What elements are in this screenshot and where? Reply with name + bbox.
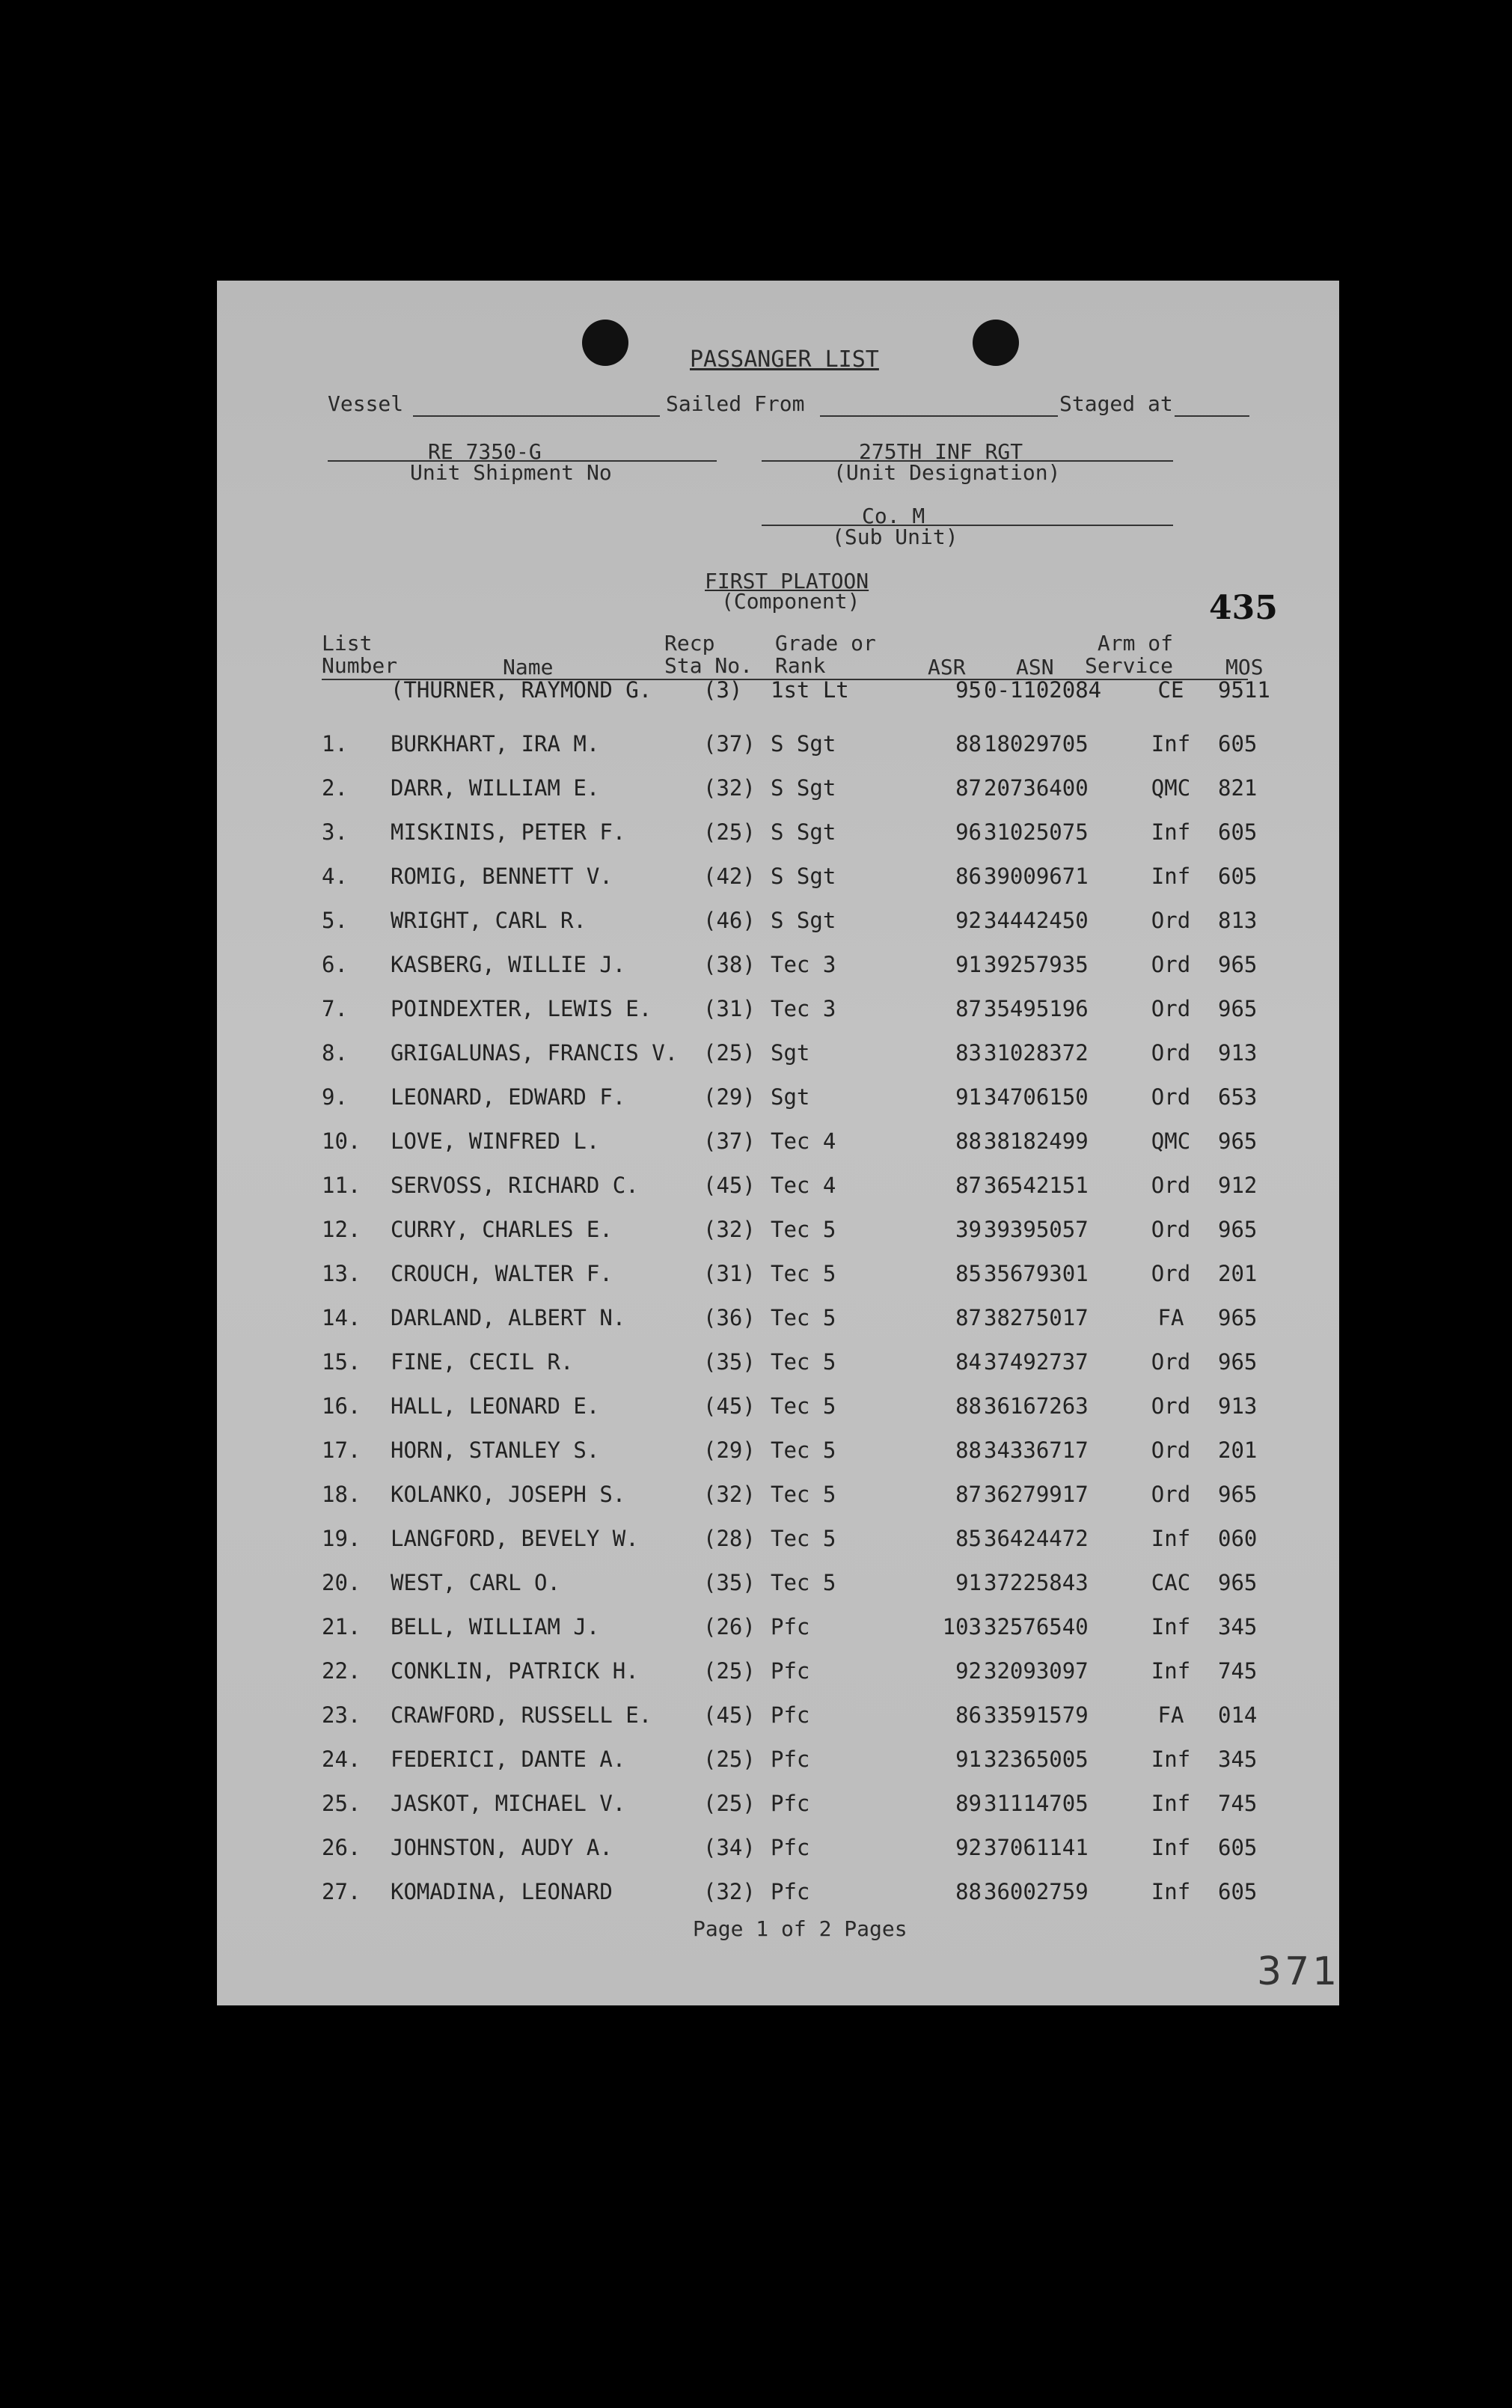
row-asn: 37492737 xyxy=(984,1349,1089,1375)
table-row xyxy=(217,1570,1339,1600)
officer-asn: 0-1102084 xyxy=(984,677,1102,703)
row-grade: Tec 3 xyxy=(771,952,836,977)
row-number: 22. xyxy=(322,1658,361,1684)
row-asr: 88 xyxy=(955,1393,982,1419)
row-sta: (29) xyxy=(703,1084,756,1110)
table-row xyxy=(217,1437,1339,1467)
row-number: 18. xyxy=(322,1482,361,1507)
row-mos: 605 xyxy=(1218,819,1258,845)
row-name: CRAWFORD, RUSSELL E. xyxy=(391,1702,652,1728)
row-asr: 96 xyxy=(955,819,982,845)
row-grade: Pfc xyxy=(771,1879,810,1904)
document-page xyxy=(217,281,1339,2005)
row-asr: 39 xyxy=(955,1217,982,1242)
row-grade: Pfc xyxy=(771,1702,810,1728)
punch-hole xyxy=(973,320,1019,366)
row-name: CONKLIN, PATRICK H. xyxy=(391,1658,639,1684)
row-mos: 014 xyxy=(1218,1702,1258,1728)
row-asr: 88 xyxy=(955,1879,982,1904)
row-arm: Ord xyxy=(1151,1349,1191,1375)
staged-at-line xyxy=(1175,415,1249,417)
row-mos: 965 xyxy=(1218,1482,1258,1507)
row-name: DARR, WILLIAM E. xyxy=(391,775,600,801)
row-grade: Sgt xyxy=(771,1084,810,1110)
officer-grade: 1st Lt xyxy=(771,677,849,703)
row-sta: (45) xyxy=(703,1393,756,1419)
row-number: 26. xyxy=(322,1835,361,1860)
row-mos: 913 xyxy=(1218,1040,1258,1066)
officer-row xyxy=(217,677,1339,707)
shipment-caption: Unit Shipment No xyxy=(410,460,612,485)
row-arm: Ord xyxy=(1151,996,1191,1021)
row-name: BELL, WILLIAM J. xyxy=(391,1614,600,1640)
row-asn: 38275017 xyxy=(984,1305,1089,1330)
row-number: 24. xyxy=(322,1747,361,1772)
table-row xyxy=(217,1305,1339,1335)
row-grade: Tec 5 xyxy=(771,1305,836,1330)
row-name: BURKHART, IRA M. xyxy=(391,731,600,757)
row-asn: 31025075 xyxy=(984,819,1089,845)
row-grade: Sgt xyxy=(771,1040,810,1066)
row-number: 21. xyxy=(322,1614,361,1640)
row-arm: Ord xyxy=(1151,1217,1191,1242)
row-grade: Tec 4 xyxy=(771,1173,836,1198)
officer-name: (THURNER, RAYMOND G. xyxy=(391,677,652,703)
header-recp-sta: Recp Sta No. xyxy=(664,631,753,678)
row-grade: Pfc xyxy=(771,1791,810,1816)
row-name: KASBERG, WILLIE J. xyxy=(391,952,626,977)
row-sta: (36) xyxy=(703,1305,756,1330)
row-sta: (35) xyxy=(703,1349,756,1375)
row-mos: 605 xyxy=(1218,864,1258,889)
row-number: 5. xyxy=(322,908,348,933)
row-name: LOVE, WINFRED L. xyxy=(391,1128,600,1154)
row-grade: Pfc xyxy=(771,1658,810,1684)
row-mos: 745 xyxy=(1218,1658,1258,1684)
sub-unit-line xyxy=(762,525,1173,526)
table-row xyxy=(217,1747,1339,1776)
shipment-number: RE 7350-G xyxy=(428,439,542,464)
row-name: FEDERICI, DANTE A. xyxy=(391,1747,626,1772)
row-asr: 85 xyxy=(955,1526,982,1551)
row-asr: 85 xyxy=(955,1261,982,1286)
row-name: LANGFORD, BEVELY W. xyxy=(391,1526,639,1551)
row-sta: (28) xyxy=(703,1526,756,1551)
table-row xyxy=(217,1173,1339,1203)
unit-designation: 275TH INF RGT xyxy=(859,439,1023,464)
officer-asr: 95 xyxy=(955,677,982,703)
row-asn: 33591579 xyxy=(984,1702,1089,1728)
row-asr: 88 xyxy=(955,1128,982,1154)
officer-mos: 9511 xyxy=(1218,677,1270,703)
row-asn: 34706150 xyxy=(984,1084,1089,1110)
row-mos: 965 xyxy=(1218,1349,1258,1375)
officer-arm: CE xyxy=(1157,677,1184,703)
row-arm: QMC xyxy=(1151,775,1191,801)
row-sta: (25) xyxy=(703,819,756,845)
row-mos: 965 xyxy=(1218,952,1258,977)
table-row xyxy=(217,1835,1339,1865)
row-asn: 36167263 xyxy=(984,1393,1089,1419)
row-asr: 87 xyxy=(955,1482,982,1507)
row-sta: (31) xyxy=(703,996,756,1021)
row-arm: Ord xyxy=(1151,1482,1191,1507)
row-asn: 37061141 xyxy=(984,1835,1089,1860)
row-asr: 88 xyxy=(955,1437,982,1463)
row-arm: CAC xyxy=(1151,1570,1191,1595)
header-asr: ASR xyxy=(928,655,966,679)
row-sta: (45) xyxy=(703,1173,756,1198)
row-mos: 813 xyxy=(1218,908,1258,933)
row-asn: 32576540 xyxy=(984,1614,1089,1640)
row-mos: 745 xyxy=(1218,1791,1258,1816)
row-grade: Pfc xyxy=(771,1747,810,1772)
row-name: POINDEXTER, LEWIS E. xyxy=(391,996,652,1021)
row-asr: 86 xyxy=(955,864,982,889)
row-mos: 965 xyxy=(1218,1217,1258,1242)
table-row xyxy=(217,908,1339,938)
row-number: 11. xyxy=(322,1173,361,1198)
row-name: SERVOSS, RICHARD C. xyxy=(391,1173,639,1198)
row-asr: 91 xyxy=(955,1570,982,1595)
table-row xyxy=(217,775,1339,805)
row-grade: Tec 5 xyxy=(771,1482,836,1507)
header-list-number: List Number xyxy=(322,631,398,678)
row-arm: QMC xyxy=(1151,1128,1191,1154)
row-asn: 39009671 xyxy=(984,864,1089,889)
header-grade: Grade or Rank xyxy=(775,631,876,678)
row-asr: 91 xyxy=(955,1747,982,1772)
row-number: 10. xyxy=(322,1128,361,1154)
table-row xyxy=(217,1879,1339,1909)
row-mos: 605 xyxy=(1218,1835,1258,1860)
component-caption: (Component) xyxy=(721,589,860,614)
row-grade: S Sgt xyxy=(771,731,836,757)
row-number: 7. xyxy=(322,996,348,1021)
row-mos: 605 xyxy=(1218,1879,1258,1904)
row-sta: (25) xyxy=(703,1040,756,1066)
row-mos: 201 xyxy=(1218,1437,1258,1463)
header-asn: ASN xyxy=(1016,655,1054,679)
row-grade: Tec 5 xyxy=(771,1570,836,1595)
row-asn: 39395057 xyxy=(984,1217,1089,1242)
table-row xyxy=(217,819,1339,849)
row-grade: Pfc xyxy=(771,1614,810,1640)
table-row xyxy=(217,731,1339,761)
row-name: HALL, LEONARD E. xyxy=(391,1393,600,1419)
row-arm: Inf xyxy=(1151,731,1191,757)
row-mos: 965 xyxy=(1218,996,1258,1021)
officer-sta: (3) xyxy=(703,677,743,703)
header-name: Name xyxy=(503,655,554,679)
row-sta: (32) xyxy=(703,1879,756,1904)
table-row xyxy=(217,1349,1339,1379)
row-asn: 35679301 xyxy=(984,1261,1089,1286)
row-name: CURRY, CHARLES E. xyxy=(391,1217,613,1242)
staged-at-label: Staged at xyxy=(1059,391,1173,416)
row-mos: 821 xyxy=(1218,775,1258,801)
row-arm: FA xyxy=(1157,1305,1184,1330)
row-grade: Tec 5 xyxy=(771,1217,836,1242)
row-name: MISKINIS, PETER F. xyxy=(391,819,626,845)
row-grade: S Sgt xyxy=(771,908,836,933)
row-arm: Inf xyxy=(1151,1747,1191,1772)
row-arm: Inf xyxy=(1151,1526,1191,1551)
row-asr: 91 xyxy=(955,952,982,977)
row-sta: (29) xyxy=(703,1437,756,1463)
row-sta: (25) xyxy=(703,1747,756,1772)
row-arm: Ord xyxy=(1151,1261,1191,1286)
table-row xyxy=(217,996,1339,1026)
row-sta: (38) xyxy=(703,952,756,977)
row-asr: 89 xyxy=(955,1791,982,1816)
row-arm: Inf xyxy=(1151,864,1191,889)
row-grade: Tec 5 xyxy=(771,1349,836,1375)
row-asn: 37225843 xyxy=(984,1570,1089,1595)
row-asn: 35495196 xyxy=(984,996,1089,1021)
row-mos: 965 xyxy=(1218,1128,1258,1154)
row-grade: Tec 5 xyxy=(771,1526,836,1551)
row-sta: (32) xyxy=(703,1217,756,1242)
row-asn: 18029705 xyxy=(984,731,1089,757)
row-arm: Ord xyxy=(1151,908,1191,933)
row-mos: 201 xyxy=(1218,1261,1258,1286)
row-name: GRIGALUNAS, FRANCIS V. xyxy=(391,1040,679,1066)
row-name: HORN, STANLEY S. xyxy=(391,1437,600,1463)
row-asr: 103 xyxy=(942,1614,982,1640)
row-name: KOMADINA, LEONARD xyxy=(391,1879,613,1904)
row-name: ROMIG, BENNETT V. xyxy=(391,864,613,889)
row-sta: (25) xyxy=(703,1658,756,1684)
sub-unit: Co. M xyxy=(862,504,925,528)
row-mos: 605 xyxy=(1218,731,1258,757)
row-asn: 36542151 xyxy=(984,1173,1089,1198)
table-row xyxy=(217,1040,1339,1070)
table-row xyxy=(217,1128,1339,1158)
row-number: 14. xyxy=(322,1305,361,1330)
row-sta: (42) xyxy=(703,864,756,889)
row-sta: (32) xyxy=(703,1482,756,1507)
row-number: 17. xyxy=(322,1437,361,1463)
row-asr: 87 xyxy=(955,1305,982,1330)
row-grade: Pfc xyxy=(771,1835,810,1860)
table-row xyxy=(217,1658,1339,1688)
sub-unit-caption: (Sub Unit) xyxy=(832,525,958,549)
unit-designation-caption: (Unit Designation) xyxy=(833,460,1061,485)
row-asr: 86 xyxy=(955,1702,982,1728)
row-asn: 32365005 xyxy=(984,1747,1089,1772)
row-arm: Inf xyxy=(1151,1835,1191,1860)
table-row xyxy=(217,1084,1339,1114)
table-row xyxy=(217,1614,1339,1644)
row-sta: (45) xyxy=(703,1702,756,1728)
table-row xyxy=(217,1526,1339,1556)
row-asn: 36424472 xyxy=(984,1526,1089,1551)
table-row xyxy=(217,1791,1339,1821)
row-sta: (37) xyxy=(703,1128,756,1154)
row-mos: 060 xyxy=(1218,1526,1258,1551)
table-row xyxy=(217,1482,1339,1512)
row-name: JASKOT, MICHAEL V. xyxy=(391,1791,626,1816)
row-asr: 84 xyxy=(955,1349,982,1375)
row-sta: (26) xyxy=(703,1614,756,1640)
row-number: 16. xyxy=(322,1393,361,1419)
row-sta: (35) xyxy=(703,1570,756,1595)
row-grade: Tec 4 xyxy=(771,1128,836,1154)
row-sta: (37) xyxy=(703,731,756,757)
table-row xyxy=(217,1217,1339,1247)
row-arm: Inf xyxy=(1151,1879,1191,1904)
vessel-label: Vessel xyxy=(328,391,404,416)
row-mos: 965 xyxy=(1218,1305,1258,1330)
row-number: 9. xyxy=(322,1084,348,1110)
row-asn: 20736400 xyxy=(984,775,1089,801)
row-sta: (46) xyxy=(703,908,756,933)
row-asn: 38182499 xyxy=(984,1128,1089,1154)
row-grade: Tec 5 xyxy=(771,1261,836,1286)
row-number: 19. xyxy=(322,1526,361,1551)
row-mos: 345 xyxy=(1218,1747,1258,1772)
row-grade: S Sgt xyxy=(771,775,836,801)
row-number: 12. xyxy=(322,1217,361,1242)
row-arm: FA xyxy=(1157,1702,1184,1728)
row-number: 13. xyxy=(322,1261,361,1286)
row-asr: 92 xyxy=(955,908,982,933)
row-asn: 31114705 xyxy=(984,1791,1089,1816)
row-asn: 36279917 xyxy=(984,1482,1089,1507)
row-arm: Inf xyxy=(1151,819,1191,845)
row-arm: Ord xyxy=(1151,1084,1191,1110)
row-mos: 965 xyxy=(1218,1570,1258,1595)
component: FIRST PLATOON xyxy=(705,569,869,593)
row-name: LEONARD, EDWARD F. xyxy=(391,1084,626,1110)
row-mos: 913 xyxy=(1218,1393,1258,1419)
sailed-from-label: Sailed From xyxy=(666,391,805,416)
row-grade: S Sgt xyxy=(771,864,836,889)
row-asr: 92 xyxy=(955,1835,982,1860)
row-arm: Inf xyxy=(1151,1791,1191,1816)
vessel-line xyxy=(413,415,660,417)
row-asr: 92 xyxy=(955,1658,982,1684)
table-row xyxy=(217,1702,1339,1732)
table-row xyxy=(217,952,1339,982)
row-asn: 34336717 xyxy=(984,1437,1089,1463)
punch-hole xyxy=(582,320,628,366)
table-row xyxy=(217,1393,1339,1423)
row-number: 1. xyxy=(322,731,348,757)
row-number: 25. xyxy=(322,1791,361,1816)
row-number: 20. xyxy=(322,1570,361,1595)
page-label: Page 1 of 2 Pages xyxy=(693,1916,907,1941)
row-mos: 912 xyxy=(1218,1173,1258,1198)
row-sta: (31) xyxy=(703,1261,756,1286)
sailed-from-line xyxy=(820,415,1058,417)
table-row xyxy=(217,1261,1339,1291)
header-arm: Arm of Service xyxy=(1085,631,1174,678)
row-sta: (34) xyxy=(703,1835,756,1860)
row-name: KOLANKO, JOSEPH S. xyxy=(391,1482,626,1507)
row-number: 4. xyxy=(322,864,348,889)
row-asr: 91 xyxy=(955,1084,982,1110)
row-number: 8. xyxy=(322,1040,348,1066)
row-number: 6. xyxy=(322,952,348,977)
row-number: 2. xyxy=(322,775,348,801)
row-name: JOHNSTON, AUDY A. xyxy=(391,1835,613,1860)
row-number: 27. xyxy=(322,1879,361,1904)
row-number: 23. xyxy=(322,1702,361,1728)
row-arm: Ord xyxy=(1151,1393,1191,1419)
row-asn: 32093097 xyxy=(984,1658,1089,1684)
handwritten-number: 435 xyxy=(1209,589,1278,627)
row-asn: 34442450 xyxy=(984,908,1089,933)
row-mos: 345 xyxy=(1218,1614,1258,1640)
row-asr: 87 xyxy=(955,996,982,1021)
row-number: 3. xyxy=(322,819,348,845)
row-name: CROUCH, WALTER F. xyxy=(391,1261,613,1286)
row-asr: 87 xyxy=(955,775,982,801)
row-grade: S Sgt xyxy=(771,819,836,845)
row-arm: Ord xyxy=(1151,1173,1191,1198)
row-sta: (25) xyxy=(703,1791,756,1816)
row-grade: Tec 5 xyxy=(771,1393,836,1419)
row-name: WRIGHT, CARL R. xyxy=(391,908,587,933)
row-grade: Tec 5 xyxy=(771,1437,836,1463)
row-asr: 83 xyxy=(955,1040,982,1066)
row-name: WEST, CARL O. xyxy=(391,1570,560,1595)
table-row xyxy=(217,864,1339,893)
row-name: FINE, CECIL R. xyxy=(391,1349,574,1375)
row-sta: (32) xyxy=(703,775,756,801)
row-asn: 36002759 xyxy=(984,1879,1089,1904)
row-arm: Inf xyxy=(1151,1614,1191,1640)
row-arm: Ord xyxy=(1151,1040,1191,1066)
row-name: DARLAND, ALBERT N. xyxy=(391,1305,626,1330)
row-arm: Ord xyxy=(1151,952,1191,977)
document-title: PASSANGER LIST xyxy=(690,346,879,373)
row-arm: Inf xyxy=(1151,1658,1191,1684)
row-mos: 653 xyxy=(1218,1084,1258,1110)
row-number: 15. xyxy=(322,1349,361,1375)
row-asr: 87 xyxy=(955,1173,982,1198)
row-asn: 31028372 xyxy=(984,1040,1089,1066)
row-asr: 88 xyxy=(955,731,982,757)
header-mos: MOS xyxy=(1225,655,1264,679)
row-arm: Ord xyxy=(1151,1437,1191,1463)
row-grade: Tec 3 xyxy=(771,996,836,1021)
corner-number: 371 xyxy=(1257,1949,1341,1994)
row-asn: 39257935 xyxy=(984,952,1089,977)
